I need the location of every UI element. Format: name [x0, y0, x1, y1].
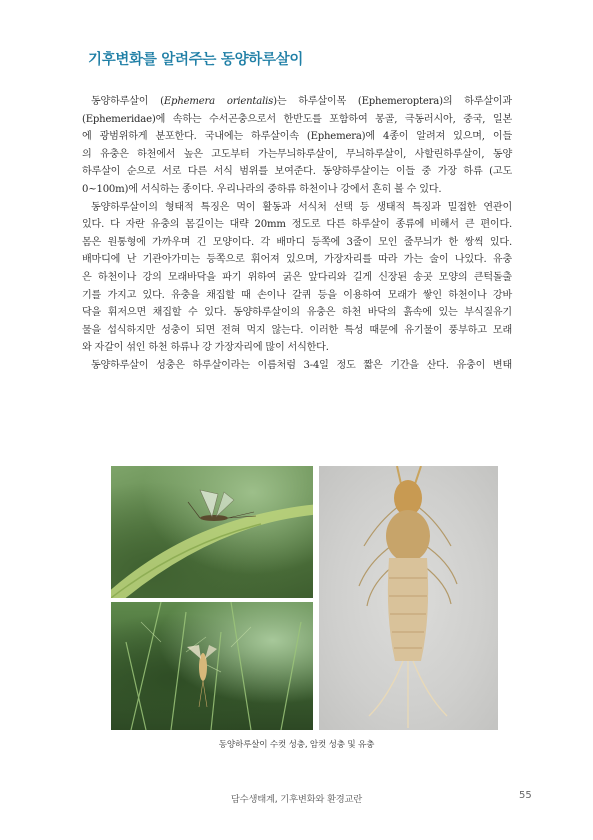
text-line: (Ephemeridae)에 속하는 수서곤충으로서 한반도를 포함하여 몽골, 극동러시아, 중국, 일본	[82, 113, 512, 125]
male-adult-photo	[111, 466, 313, 598]
text-line: 의 유충은 하천에서 높은 고도부터 가는무늬하루살이, 무늬하루살이, 사할린하루살이, 동양	[82, 148, 512, 160]
text-line: 몸은 원통형에 가까우며 긴 모양이다. 각 배마디 등쪽에 3줄이 모인 줄무늬가 한 쌍씩 있다.	[82, 236, 512, 248]
text-line: 동양하루살이 (Ephemera orientalis)는 하루살이목 (Ephemeroptera)의 하루살이과	[91, 96, 512, 107]
text-line: 있다. 다 자란 유충의 몸길이는 대략 20mm 정도로 다른 하루살이 종류에 비해서 큰 편이다.	[82, 219, 512, 231]
scientific-name: Ephemera orientalis	[163, 96, 274, 107]
text-line: 배마디에 난 기관아가미는 등쪽으로 휘어져 있으며, 가장자리를 따라 가는 술이 나있다. 유충	[82, 254, 512, 266]
text-line: 동양하루살이 성충은 하루살이라는 이름처럼 3-4일 정도 짧은 기간을 산다. 유충이 변태	[91, 359, 512, 371]
larva-photo	[319, 466, 498, 730]
figure-caption: 동양하루살이 수컷 성충, 암컷 성충 및 유충	[218, 740, 375, 750]
text-line: 0~100m)에 서식하는 종이다. 우리나라의 중하류 하천이나 강에서 흔히 볼 수 있다.	[82, 183, 442, 195]
text-line: 동양하루살이의 형태적 특징은 먹이 활동과 서식처 선택 등 생태적 특징과 밀접한 연관이	[91, 201, 512, 213]
text-line: 기를 가지고 있다. 유충을 채집할 때 손이나 갈퀴 등을 이용하여 모래가 쌓인 하천이나 강바	[82, 289, 512, 301]
text-line: 닥을 휘저으면 채집할 수 있다. 동양하루살이의 유충은 하천 바닥의 흙속에 있는 부식질유기	[82, 307, 512, 319]
female-adult-photo	[111, 602, 313, 730]
text-line: 하루살이 순으로 서로 다른 서식 범위를 보여준다. 동양하루살이는 이들 중 가장 하류 (고도	[82, 166, 512, 178]
section-title: 기후변화를 알려주는 동양하루살이	[88, 52, 304, 68]
running-footer: 담수생태계, 기후변화와 환경교란	[230, 794, 363, 805]
article-body	[82, 93, 512, 375]
text-line: 은 하천이나 강의 모래바닥을 파기 위하여 굵은 앞다리와 길게 신장된 송곳 모양의 큰턱돌출	[82, 271, 512, 283]
text-line: 와 자갈이 섞인 하천 하류나 강 가장자리에 많이 서식한다.	[82, 342, 329, 354]
text-line: 물을 섭식하지만 성충이 되면 전혀 먹지 않는다. 이러한 특성 때문에 유기물이 풍부하고 모래	[82, 324, 512, 336]
page-number: 55	[519, 790, 532, 801]
text-line: 에 광범위하게 분포한다. 국내에는 하루살이속 (Ephemera)에 4종이 알려져 있으며, 이들	[82, 131, 512, 143]
